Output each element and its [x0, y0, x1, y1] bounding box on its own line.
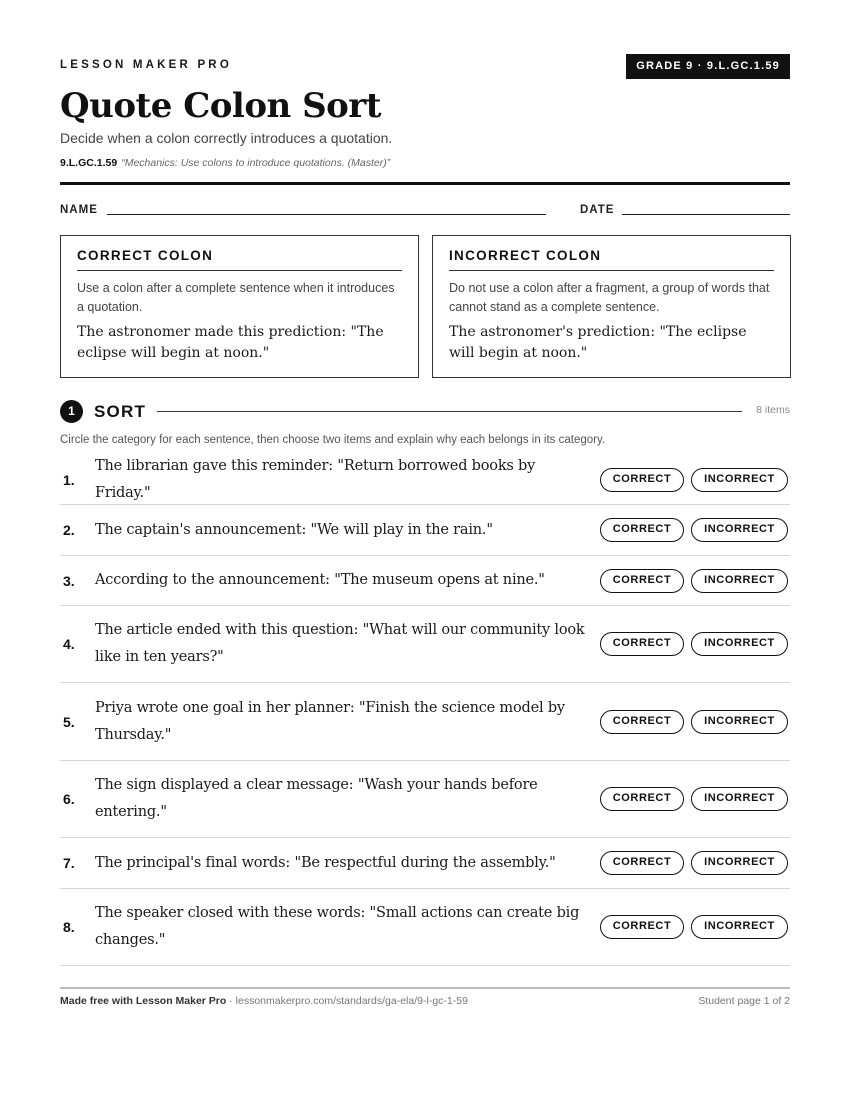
sort-item: [60, 683, 790, 761]
incorrect-choice[interactable]: INCORRECT: [691, 915, 788, 939]
correct-choice[interactable]: CORRECT: [600, 787, 684, 811]
standard-line: [60, 157, 390, 169]
choice-group: [600, 569, 788, 593]
sort-item: [60, 761, 790, 838]
standard-code: 9.L.GC.1.59: [60, 157, 118, 169]
sort-item-list: [60, 455, 790, 966]
incorrect-colon-box: [432, 235, 791, 378]
correct-colon-rule: Use a colon after a complete sentence when it introduces a quotation.: [77, 281, 395, 314]
page-indicator: Student page 1 of 2: [698, 995, 790, 1007]
correct-choice[interactable]: CORRECT: [600, 468, 684, 492]
item-number: 1.: [63, 471, 75, 488]
item-sentence: The article ended with this question: "What will our community look like in ten years?": [95, 622, 585, 665]
footer-divider: [60, 987, 790, 989]
correct-colon-box: [60, 235, 419, 378]
item-number: 3.: [63, 572, 75, 589]
sort-item: [60, 505, 790, 556]
footer-made-with: Made free with Lesson Maker Pro: [60, 995, 227, 1007]
incorrect-choice[interactable]: INCORRECT: [691, 468, 788, 492]
correct-choice[interactable]: CORRECT: [600, 915, 684, 939]
choice-group: [600, 518, 788, 542]
incorrect-colon-example: The astronomer's prediction: "The eclipse will begin at noon.": [449, 324, 747, 361]
item-number: 8.: [63, 919, 75, 935]
page-title: Quote Colon Sort: [60, 86, 381, 126]
correct-colon-example: The astronomer made this prediction: "The eclipse will begin at noon.": [77, 324, 384, 361]
footer-credit: [60, 995, 468, 1007]
instructions: Circle the category for each sentence, then choose two items and explain why each belongs in its category.: [60, 434, 606, 446]
sort-item: [60, 889, 790, 966]
choice-group: [600, 915, 788, 939]
section-divider: [157, 411, 742, 412]
item-sentence: The librarian gave this reminder: "Return borrowed books by Friday.": [95, 457, 536, 501]
correct-choice[interactable]: CORRECT: [600, 632, 684, 656]
incorrect-colon-heading: INCORRECT COLON: [449, 248, 774, 271]
incorrect-choice[interactable]: INCORRECT: [691, 569, 788, 593]
item-number: 7.: [63, 855, 75, 871]
incorrect-choice[interactable]: INCORRECT: [691, 518, 788, 542]
choice-group: [600, 468, 788, 492]
sort-item: [60, 838, 790, 889]
item-number: 2.: [63, 522, 75, 538]
date-field[interactable]: [622, 214, 790, 215]
item-sentence: The sign displayed a clear message: "Wash your hands before entering.": [95, 777, 538, 820]
item-sentence: The speaker closed with these words: "Small actions can create big changes.": [95, 905, 580, 948]
choice-group: [600, 632, 788, 656]
incorrect-choice[interactable]: INCORRECT: [691, 851, 788, 875]
worksheet-page: [60, 0, 790, 1100]
item-sentence: According to the announcement: "The museum opens at nine.": [95, 572, 545, 588]
sort-item: [60, 606, 790, 683]
page-subtitle: Decide when a colon correctly introduces a quotation.: [60, 130, 393, 146]
section-title: SORT: [94, 402, 147, 421]
name-label: NAME: [60, 204, 98, 216]
item-number: 5.: [63, 713, 75, 730]
incorrect-choice[interactable]: INCORRECT: [691, 632, 788, 656]
section-number-badge: 1: [60, 400, 83, 423]
choice-group: [600, 851, 788, 875]
correct-colon-heading: CORRECT COLON: [77, 248, 402, 271]
date-label: DATE: [580, 204, 615, 216]
sort-item: [60, 455, 790, 505]
correct-choice[interactable]: CORRECT: [600, 710, 684, 734]
item-sentence: Priya wrote one goal in her planner: "Finish the science model by Thursday.": [95, 699, 565, 743]
choice-group: [600, 787, 788, 811]
correct-choice[interactable]: CORRECT: [600, 569, 684, 593]
sort-item: [60, 556, 790, 606]
brand-name: LESSON MAKER PRO: [60, 59, 232, 71]
item-count: 8 items: [756, 404, 790, 416]
item-sentence: The captain's announcement: "We will play in the rain.": [95, 521, 493, 538]
footer-url[interactable]: · lessonmakerpro.com/standards/ga-ela/9-l-gc-1-59: [226, 995, 468, 1007]
standard-description: “Mechanics: Use colons to introduce quotations. (Master)”: [121, 157, 391, 169]
incorrect-colon-rule: Do not use a colon after a fragment, a group of words that cannot stand as a complete sentence.: [449, 281, 770, 314]
name-field[interactable]: [107, 214, 546, 215]
item-sentence: The principal's final words: "Be respectful during the assembly.": [95, 854, 556, 871]
correct-choice[interactable]: CORRECT: [600, 851, 684, 875]
item-number: 6.: [63, 791, 75, 807]
grade-badge: GRADE 9 · 9.L.GC.1.59: [626, 54, 790, 79]
correct-choice[interactable]: CORRECT: [600, 518, 684, 542]
item-number: 4.: [63, 636, 75, 652]
header-divider: [60, 182, 790, 185]
incorrect-choice[interactable]: INCORRECT: [691, 787, 788, 811]
incorrect-choice[interactable]: INCORRECT: [691, 710, 788, 734]
choice-group: [600, 710, 788, 734]
